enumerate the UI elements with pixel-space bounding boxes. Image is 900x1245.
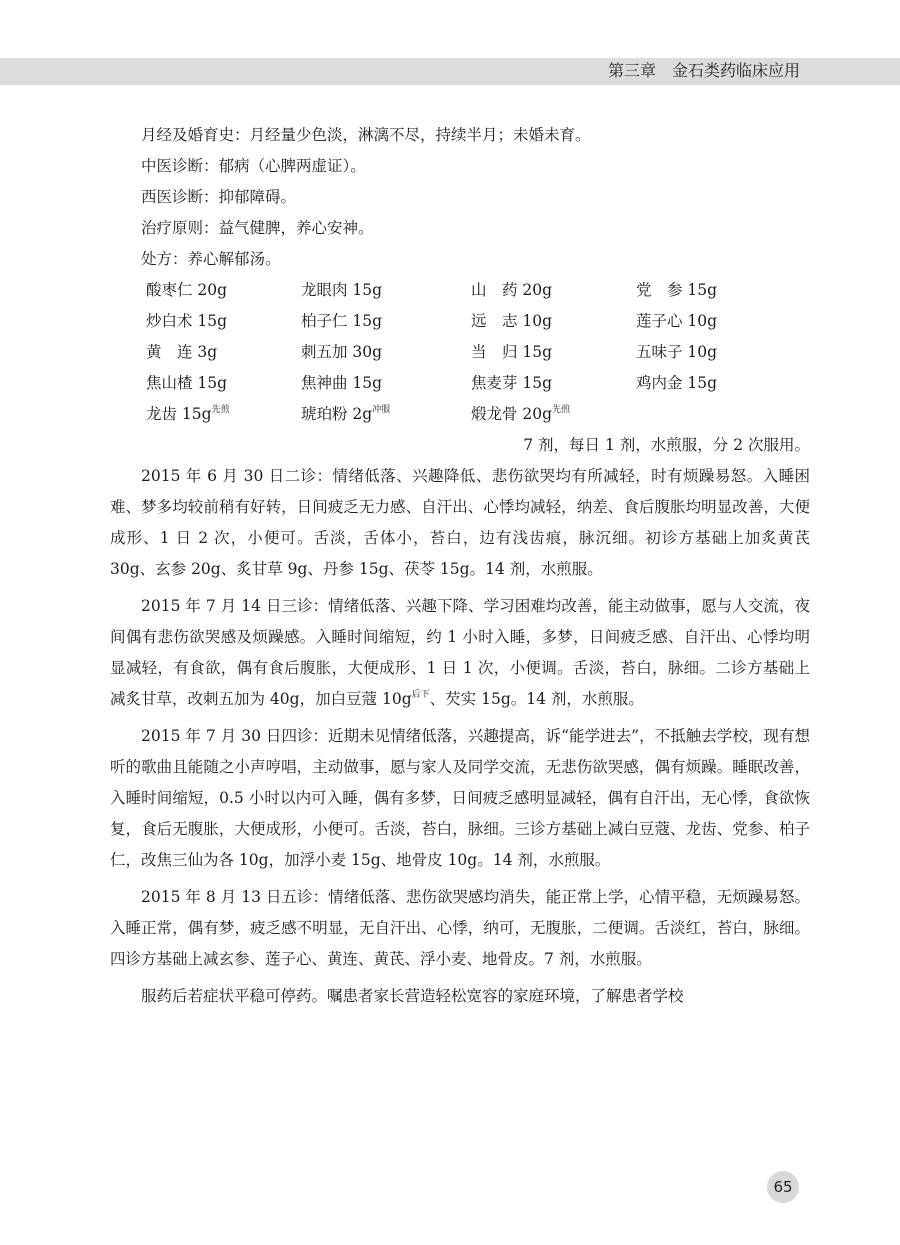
herb-item: 山 药 20g bbox=[471, 281, 553, 299]
page-number: 65 bbox=[767, 1171, 799, 1203]
herb-item: 焦山楂 15g bbox=[146, 374, 228, 392]
herb-item: 炒白术 15g bbox=[146, 312, 228, 330]
treatment-principle: 治疗原则：益气健脾，养心安神。 bbox=[141, 219, 374, 237]
chapter-title: 第三章 金石类药临床应用 bbox=[607, 61, 800, 80]
herb-item: 龙齿 15g$^{先煎}$ bbox=[146, 405, 230, 423]
herb-item: 龙眼肉 15g bbox=[301, 281, 383, 299]
visit-4-paragraph: 2015 年 7 月 30 日四诊：近期未见情绪低落，兴趣提高，诉“能学进去”，不抵触去学校，现有想听的歌曲且能随之小声哼唱，主动做事，愿与家人及同学交流，无悲伤欲哭感，偶有烦躁。睡眠改善，入睡时间缩短，0.5 小时以内可入睡，偶有多梦，日间疲乏感明显减轻，偶有自汗出，无心悸，食欲恢复，食后无腹胀，大便成形，小便可。舌淡，苔白，脉细。三诊方基础上减白豆蔻、龙齿、党参、柏子仁，改焦三仙为各 10g，加浮小麦 15g、地骨皮 10g。14 剂，水煎服。 bbox=[110, 727, 810, 869]
herb-item bbox=[636, 399, 791, 430]
herb-item: 鸡内金 15g bbox=[636, 374, 718, 392]
western-diagnosis: 西医诊断：抑郁障碍。 bbox=[141, 188, 297, 206]
prescription-row bbox=[146, 275, 810, 306]
herb-item: 刺五加 30g bbox=[301, 343, 383, 361]
preparation-note: 先煎 bbox=[552, 405, 571, 415]
herb-item: 远 志 10g bbox=[471, 312, 553, 330]
herb-item: 柏子仁 15g bbox=[301, 312, 383, 330]
preparation-note: 冲服 bbox=[372, 405, 391, 415]
menstrual-history: 月经及婚育史：月经量少色淡，淋漓不尽，持续半月；未婚未育。 bbox=[141, 126, 591, 144]
herb-item: 党 参 15g bbox=[636, 281, 718, 299]
running-header bbox=[0, 58, 900, 85]
herb-item: 莲子心 10g bbox=[636, 312, 718, 330]
preparation-note: 先煎 bbox=[211, 405, 230, 415]
visit-5-paragraph: 2015 年 8 月 13 日五诊：情绪低落、悲伤欲哭感均消失，能正常上学，心情平稳，无烦躁易怒。入睡正常，偶有梦，疲乏感不明显，无自汗出、心悸，纳可，无腹胀，二便调。舌淡红，苔白，脉细。四诊方基础上减玄参、莲子心、黄连、黄芪、浮小麦、地骨皮。7 剂，水煎服。 bbox=[110, 888, 810, 968]
herb-item: 琥珀粉 2g$^{冲服}$ bbox=[301, 405, 391, 423]
herb-item: 黄 连 3g bbox=[146, 343, 218, 361]
herb-item: 酸枣仁 20g bbox=[146, 281, 228, 299]
page-body bbox=[110, 120, 810, 1012]
prescription-row bbox=[146, 306, 810, 337]
visit-2-paragraph: 2015 年 6 月 30 日二诊：情绪低落、兴趣降低、悲伤欲哭均有所减轻，时有烦躁易怒。入睡困难、梦多均较前稍有好转，日间疲乏无力感、自汗出、心悸均减轻，纳差、食后腹胀均明显改善，大便成形、1 日 2 次，小便可。舌淡，舌体小，苔白，边有浅齿痕，脉沉细。初诊方基础上加炙黄芪 30g、玄参 20g、炙甘草 9g、丹参 15g、茯苓 15g。14 剂，水煎服。 bbox=[110, 467, 810, 578]
prescription-row bbox=[146, 399, 810, 430]
prescription-row bbox=[146, 368, 810, 399]
herb-item: 五味子 10g bbox=[636, 343, 718, 361]
visit-3-paragraph: 2015 年 7 月 14 日三诊：情绪低落、兴趣下降、学习困难均改善，能主动做事，愿与人交流，夜间偶有悲伤欲哭感及烦躁感。入睡时间缩短，约 1 小时入睡，多梦，日间疲乏感、自汗出、心悸均明显减轻，有食欲，偶有食后腹胀，大便成形、1 日 1 次，小便调。舌淡，苔白，脉细。二诊方基础上减炙甘草，改刺五加为 40g，加白豆蔻 10g$^{后下}$、芡实 15g。14 剂，水煎服。 bbox=[110, 597, 810, 708]
advice-paragraph: 服药后若症状平稳可停药。嘱患者家长营造轻松宽容的家庭环境，了解患者学校 bbox=[141, 987, 684, 1005]
prescription-table bbox=[146, 275, 810, 430]
tcm-diagnosis: 中医诊断：郁病（心脾两虚证）。 bbox=[141, 157, 366, 175]
herb-item: 煅龙骨 20g$^{先煎}$ bbox=[471, 405, 571, 423]
herb-item: 当 归 15g bbox=[471, 343, 553, 361]
herb-item: 焦神曲 15g bbox=[301, 374, 383, 392]
dosage-instruction: 7 剂，每日 1 剂，水煎服，分 2 次服用。 bbox=[523, 436, 810, 454]
herb-item: 焦麦芽 15g bbox=[471, 374, 553, 392]
prescription-title: 处方：养心解郁汤。 bbox=[141, 250, 281, 268]
preparation-note: 后下 bbox=[411, 690, 430, 700]
prescription-row bbox=[146, 337, 810, 368]
